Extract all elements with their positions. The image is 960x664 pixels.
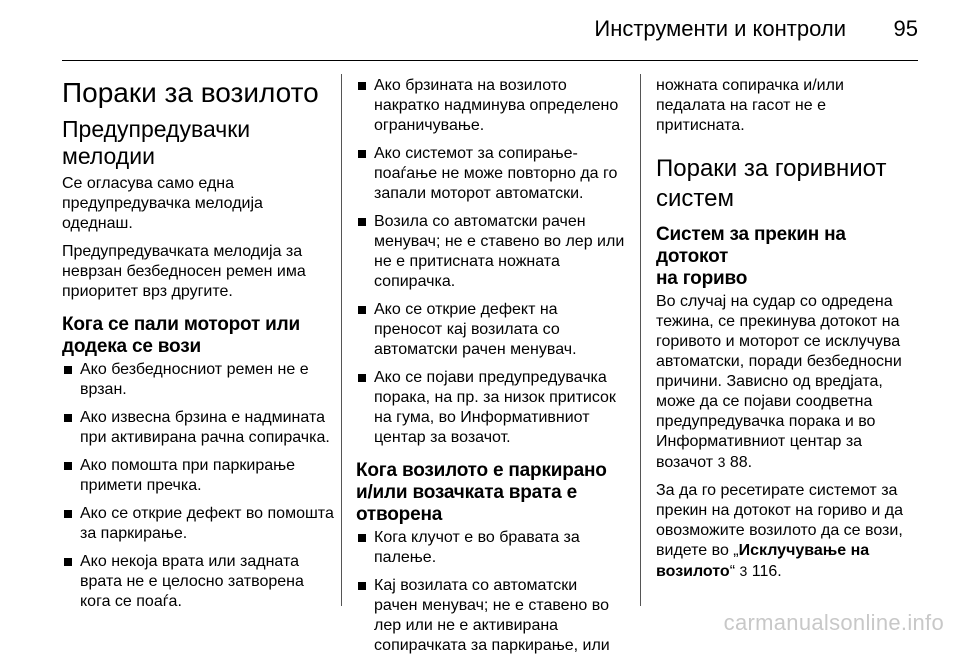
- paragraph: [656, 481, 918, 582]
- page-number: 95: [893, 16, 918, 41]
- column-divider: [640, 74, 641, 606]
- page-reference-icon: 3: [739, 563, 748, 579]
- bullet-list: [62, 360, 334, 612]
- list-item-text: Ако извесна брзина е надмината при активирана рачна сопирачка.: [80, 409, 330, 446]
- page-reference: 88.: [729, 454, 753, 471]
- bullet-icon: [64, 414, 72, 422]
- quote-mark: “: [729, 563, 736, 580]
- subheading: Кога се пали моторот или додека се вози: [62, 314, 300, 357]
- bullet-icon: [64, 558, 72, 566]
- list-item: [356, 368, 634, 448]
- page-reference-icon: 3: [717, 454, 726, 470]
- list-item-text: Ако системот за сопирање- поаѓање не може повторно да го запали моторот автоматски.: [374, 145, 618, 202]
- cross-reference-title: Исклучување на возилото: [656, 542, 870, 580]
- subheading: Систем за прекин на дотокот на гориво: [656, 224, 846, 289]
- list-item: [62, 504, 334, 544]
- paragraph: Предупредувачката мелодија за неврзан безбедносен ремен има приоритет врз другите.: [62, 243, 306, 300]
- list-item: [356, 300, 634, 360]
- bullet-icon: [64, 510, 72, 518]
- paragraph-text: Во случај на судар со одредена тежина, се прекинува дотокот на горивото и моторот се исклучува автоматски, поради безбедносни причини. Зависно од вредјата, може да се појави соодветна предупредувачка порака и во Информативниот центар за возачот: [656, 293, 902, 471]
- list-item: [356, 212, 634, 292]
- list-item-text: Ако се открие дефект на преносот кај возилата со автоматски рачен менувач.: [374, 301, 577, 358]
- paragraph: Се огласува само една предупредувачка мелодија одеднаш.: [62, 175, 263, 232]
- list-item-text: Ако безбедносниот ремен не е врзан.: [80, 361, 309, 398]
- bullet-icon: [358, 150, 366, 158]
- section-title: Пораки за возилото: [62, 77, 319, 108]
- bullet-icon: [358, 218, 366, 226]
- page-reference: 116.: [751, 563, 782, 580]
- bullet-icon: [358, 534, 366, 542]
- list-item: [62, 552, 334, 612]
- bullet-icon: [358, 374, 366, 382]
- bullet-list: [356, 76, 634, 448]
- list-item-text: Ако се појави предупредувачка порака, на пр. за низок притисок на гума, во Информативниот центар за возачот.: [374, 369, 616, 446]
- bullet-list: [356, 528, 634, 656]
- list-item: [356, 528, 634, 568]
- subsection-title: Пораки за горивниот систем: [656, 155, 887, 212]
- page-header: [0, 0, 960, 62]
- list-item-text: Кога клучот е во бравата за палење.: [374, 529, 580, 566]
- paragraph: ножната сопирачка и/или педалата на гасот не е притисната.: [656, 77, 844, 134]
- column-3: [656, 76, 918, 590]
- list-item: [62, 408, 334, 448]
- list-item-text: Кај возилата со автоматски рачен менувач; не е ставено во лер или не е активирана сопирачката за паркирање, или: [374, 577, 610, 654]
- list-item-text: Ако брзината на возилото накратко надминува определено ограничување.: [374, 77, 619, 134]
- watermark: carmanualsonline.info: [723, 610, 944, 635]
- column-1: [62, 76, 334, 620]
- list-item-text: Ако се открие дефект во помошта за паркирање.: [80, 505, 334, 542]
- list-item: [356, 144, 634, 204]
- paragraph-text: За да го ресетирате системот за прекин на дотокот на гориво и да овозможите возилото да се вози, видете во „: [656, 482, 903, 559]
- column-divider: [341, 74, 342, 606]
- header-rule: [62, 60, 918, 61]
- paragraph: [656, 292, 918, 473]
- list-item: [62, 360, 334, 400]
- header-title: Инструменти и контроли: [594, 16, 846, 41]
- list-item: [62, 456, 334, 496]
- list-item-text: Ако некоја врата или задната врата не е целосно затворена кога се поаѓа.: [80, 553, 304, 610]
- bullet-icon: [358, 582, 366, 590]
- subheading: Кога возилото е паркирано и/или возачката врата е отворена: [356, 460, 607, 525]
- bullet-icon: [358, 82, 366, 90]
- list-item: [356, 76, 634, 136]
- bullet-icon: [64, 462, 72, 470]
- subsection-title: Предупредувачки мелодии: [62, 116, 251, 169]
- list-item: [356, 576, 634, 656]
- column-2: [356, 76, 634, 664]
- bullet-icon: [358, 306, 366, 314]
- list-item-text: Возила со автоматски рачен менувач; не е ставено во лер или не е притисната ножната сопирачка.: [374, 213, 625, 290]
- bullet-icon: [64, 366, 72, 374]
- list-item-text: Ако помошта при паркирање примети пречка.: [80, 457, 296, 494]
